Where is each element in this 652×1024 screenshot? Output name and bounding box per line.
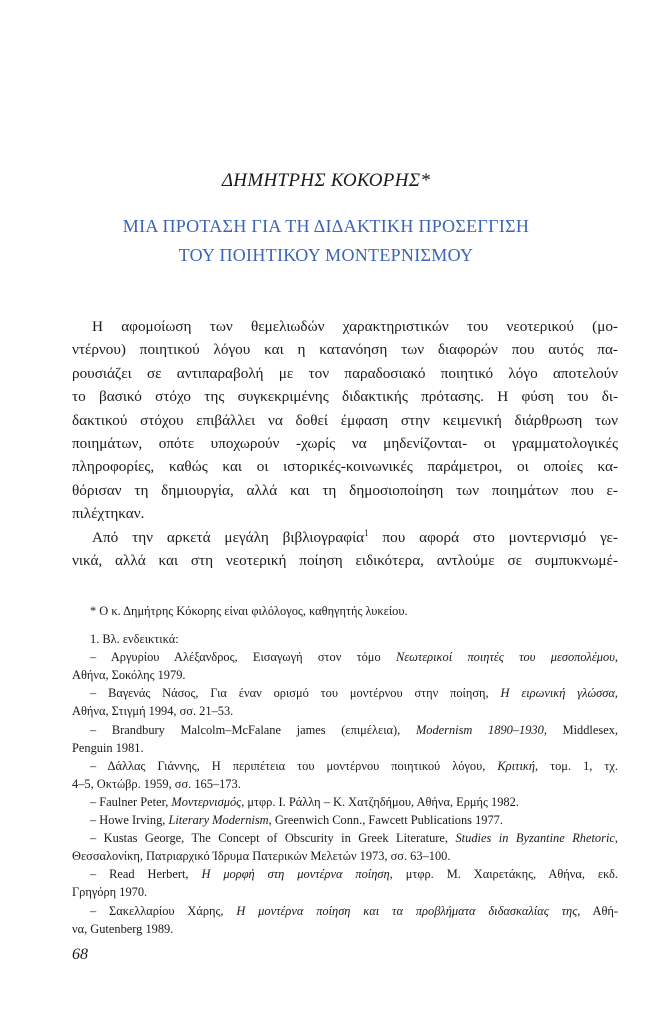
ref-text: – Σακελλαρίου Χάρης, [90, 903, 237, 918]
ref-text: , [614, 831, 618, 846]
body-line: θόρισαν τη δημιουργία, αλλά και τη δημοσιοποίηση των ποιημάτων που ε- [72, 481, 618, 499]
reference-line [72, 793, 618, 811]
body-line: το βασικό στόχο της συγκεκριμένης διδακτικής πρότασης. Η φύση του δι- [72, 388, 618, 406]
ref-text: , Αθή- [577, 903, 618, 918]
ref-text: , μτφρ. Ι. Ράλλη – Κ. Χατζηδήμου, Αθήνα, Ερμής 1982. [241, 794, 519, 809]
reference-line [72, 902, 618, 920]
body-line: ποιημάτων, οπότε υποχωρούν -χωρίς να μηδενίζονται- οι γραμματολογικές [72, 434, 618, 452]
body-line: πιλέχτηκαν. [72, 505, 145, 523]
ref-text: – Kustas George, The Concept of Obscurity in Greek Literature, [90, 831, 456, 846]
footnote-author: * Ο κ. Δημήτρης Κόκορης είναι φιλόλογος, καθηγητής λυκείου. [90, 604, 408, 618]
ref-title: Η μορφή στη μοντέρνα ποίηση [201, 867, 390, 882]
ref-text: , μτφρ. Μ. Χαιρετάκης, Αθήνα, εκδ. [389, 867, 618, 882]
footnote-intro: 1. Βλ. ενδεικτικά: [90, 632, 179, 647]
body-line: ρουσιάζει σε αντιπαραβολή με τον παραδοσιακό ποιητικό λόγο αποτελούν [72, 364, 618, 382]
ref-text: , Greenwich Conn., Fawcett Publications 1977. [268, 813, 503, 828]
body-line: δακτικού στόχου επιβάλλει να δοθεί έμφαση στην κειμενική διάρθρωση των [72, 411, 618, 429]
body-line [72, 526, 618, 549]
ref-title: Studies in Byzantine Rhetoric [455, 831, 615, 846]
ref-text: – Read Herbert, [90, 867, 202, 882]
reference-line [72, 648, 618, 666]
body-text-fragment: που αφορά στο μοντερνισμό γε- [368, 528, 618, 546]
title-line: ΤΟΥ ΠΟΙΗΤΙΚΟΥ ΜΟΝΤΕΡΝΙΣΜΟΥ [178, 245, 474, 265]
reference-line [72, 721, 618, 739]
reference-line: Γρηγόρη 1970. [72, 885, 148, 900]
reference-line: να, Gutenberg 1989. [72, 921, 174, 936]
ref-title: Literary Modernism [168, 813, 269, 828]
ref-text: – Βαγενάς Νάσος, Για έναν ορισμό του μοντέρνου στην ποίηση, [90, 686, 501, 701]
ref-text: – Howe Irving, [90, 813, 169, 828]
ref-text: , Middlesex, [543, 722, 618, 737]
reference-line: Αθήνα, Στιγμή 1994, σσ. 21–53. [72, 704, 234, 719]
ref-title: Νεωτερικοί ποιητές του μεσοπολέμου [395, 650, 615, 665]
body-text-fragment: Από την αρκετά μεγάλη βιβλιογραφία [92, 528, 365, 546]
ref-text: , [614, 650, 618, 665]
ref-text: , τομ. 1, τχ. [535, 758, 618, 773]
reference-line [72, 865, 618, 883]
ref-title: Μοντερνισμός [171, 794, 242, 809]
ref-title: Κριτική [497, 758, 535, 773]
ref-text: – Brandbury Malcolm–McFalane james (επιμέλεια), [90, 722, 416, 737]
reference-line: Αθήνα, Σοκόλης 1979. [72, 668, 186, 683]
body-text [72, 315, 618, 572]
reference-line: 4–5, Οκτώβρ. 1959, σσ. 165–173. [72, 776, 241, 791]
ref-text: – Αργυρίου Αλέξανδρος, Εισαγωγή στον τόμο [90, 650, 396, 665]
article-title [0, 212, 652, 270]
body-line: ντέρνου) ποιητικού λόγου και η κατανόηση των διαφορών που αυτός πα- [72, 341, 618, 359]
footnote-marker[interactable]: 1 [364, 527, 369, 538]
reference-line [72, 684, 618, 702]
body-line: Η αφομοίωση των θεμελιωδών χαρακτηριστικών του νεοτερικού (μο- [92, 318, 618, 335]
ref-title: Modernism 1890–1930 [415, 722, 544, 737]
reference-line [72, 811, 618, 829]
body-line: πληροφορίες, καθώς και οι ιστορικές-κοινωνικές παράμετροι, οι οποίες κα- [72, 458, 618, 476]
reference-line: Penguin 1981. [72, 740, 144, 755]
reference-line [72, 829, 618, 847]
ref-title: Η ειρωνική γλώσσα [500, 686, 615, 701]
reference-line: Θεσσαλονίκη, Πατριαρχικό Ίδρυμα Πατερικών Μελετών 1973, σσ. 63–100. [72, 849, 451, 864]
body-line: νικά, αλλά και στη νεοτερική ποίηση ειδικότερα, αντλούμε σε συμπυκνωμέ- [72, 551, 618, 569]
footnotes [72, 602, 618, 938]
ref-title: Η μοντέρνα ποίηση και τα προβλήματα διδασκαλίας της [236, 903, 578, 918]
title-line: ΜΙΑ ΠΡΟΤΑΣΗ ΓΙΑ ΤΗ ΔΙΔΑΚΤΙΚΗ ΠΡΟΣΕΓΓΙΣΗ [122, 216, 530, 236]
author-name: ΔΗΜΗΤΡΗΣ ΚΟΚΟΡΗΣ* [221, 170, 431, 191]
ref-text: – Δάλλας Γιάννης, Η περιπέτεια του μοντέρνου ποιητικού λόγου, [90, 758, 498, 773]
ref-text: , [614, 686, 618, 701]
ref-text: – Faulner Peter, [90, 794, 172, 809]
reference-line [72, 757, 618, 775]
page-number: 68 [72, 946, 88, 963]
